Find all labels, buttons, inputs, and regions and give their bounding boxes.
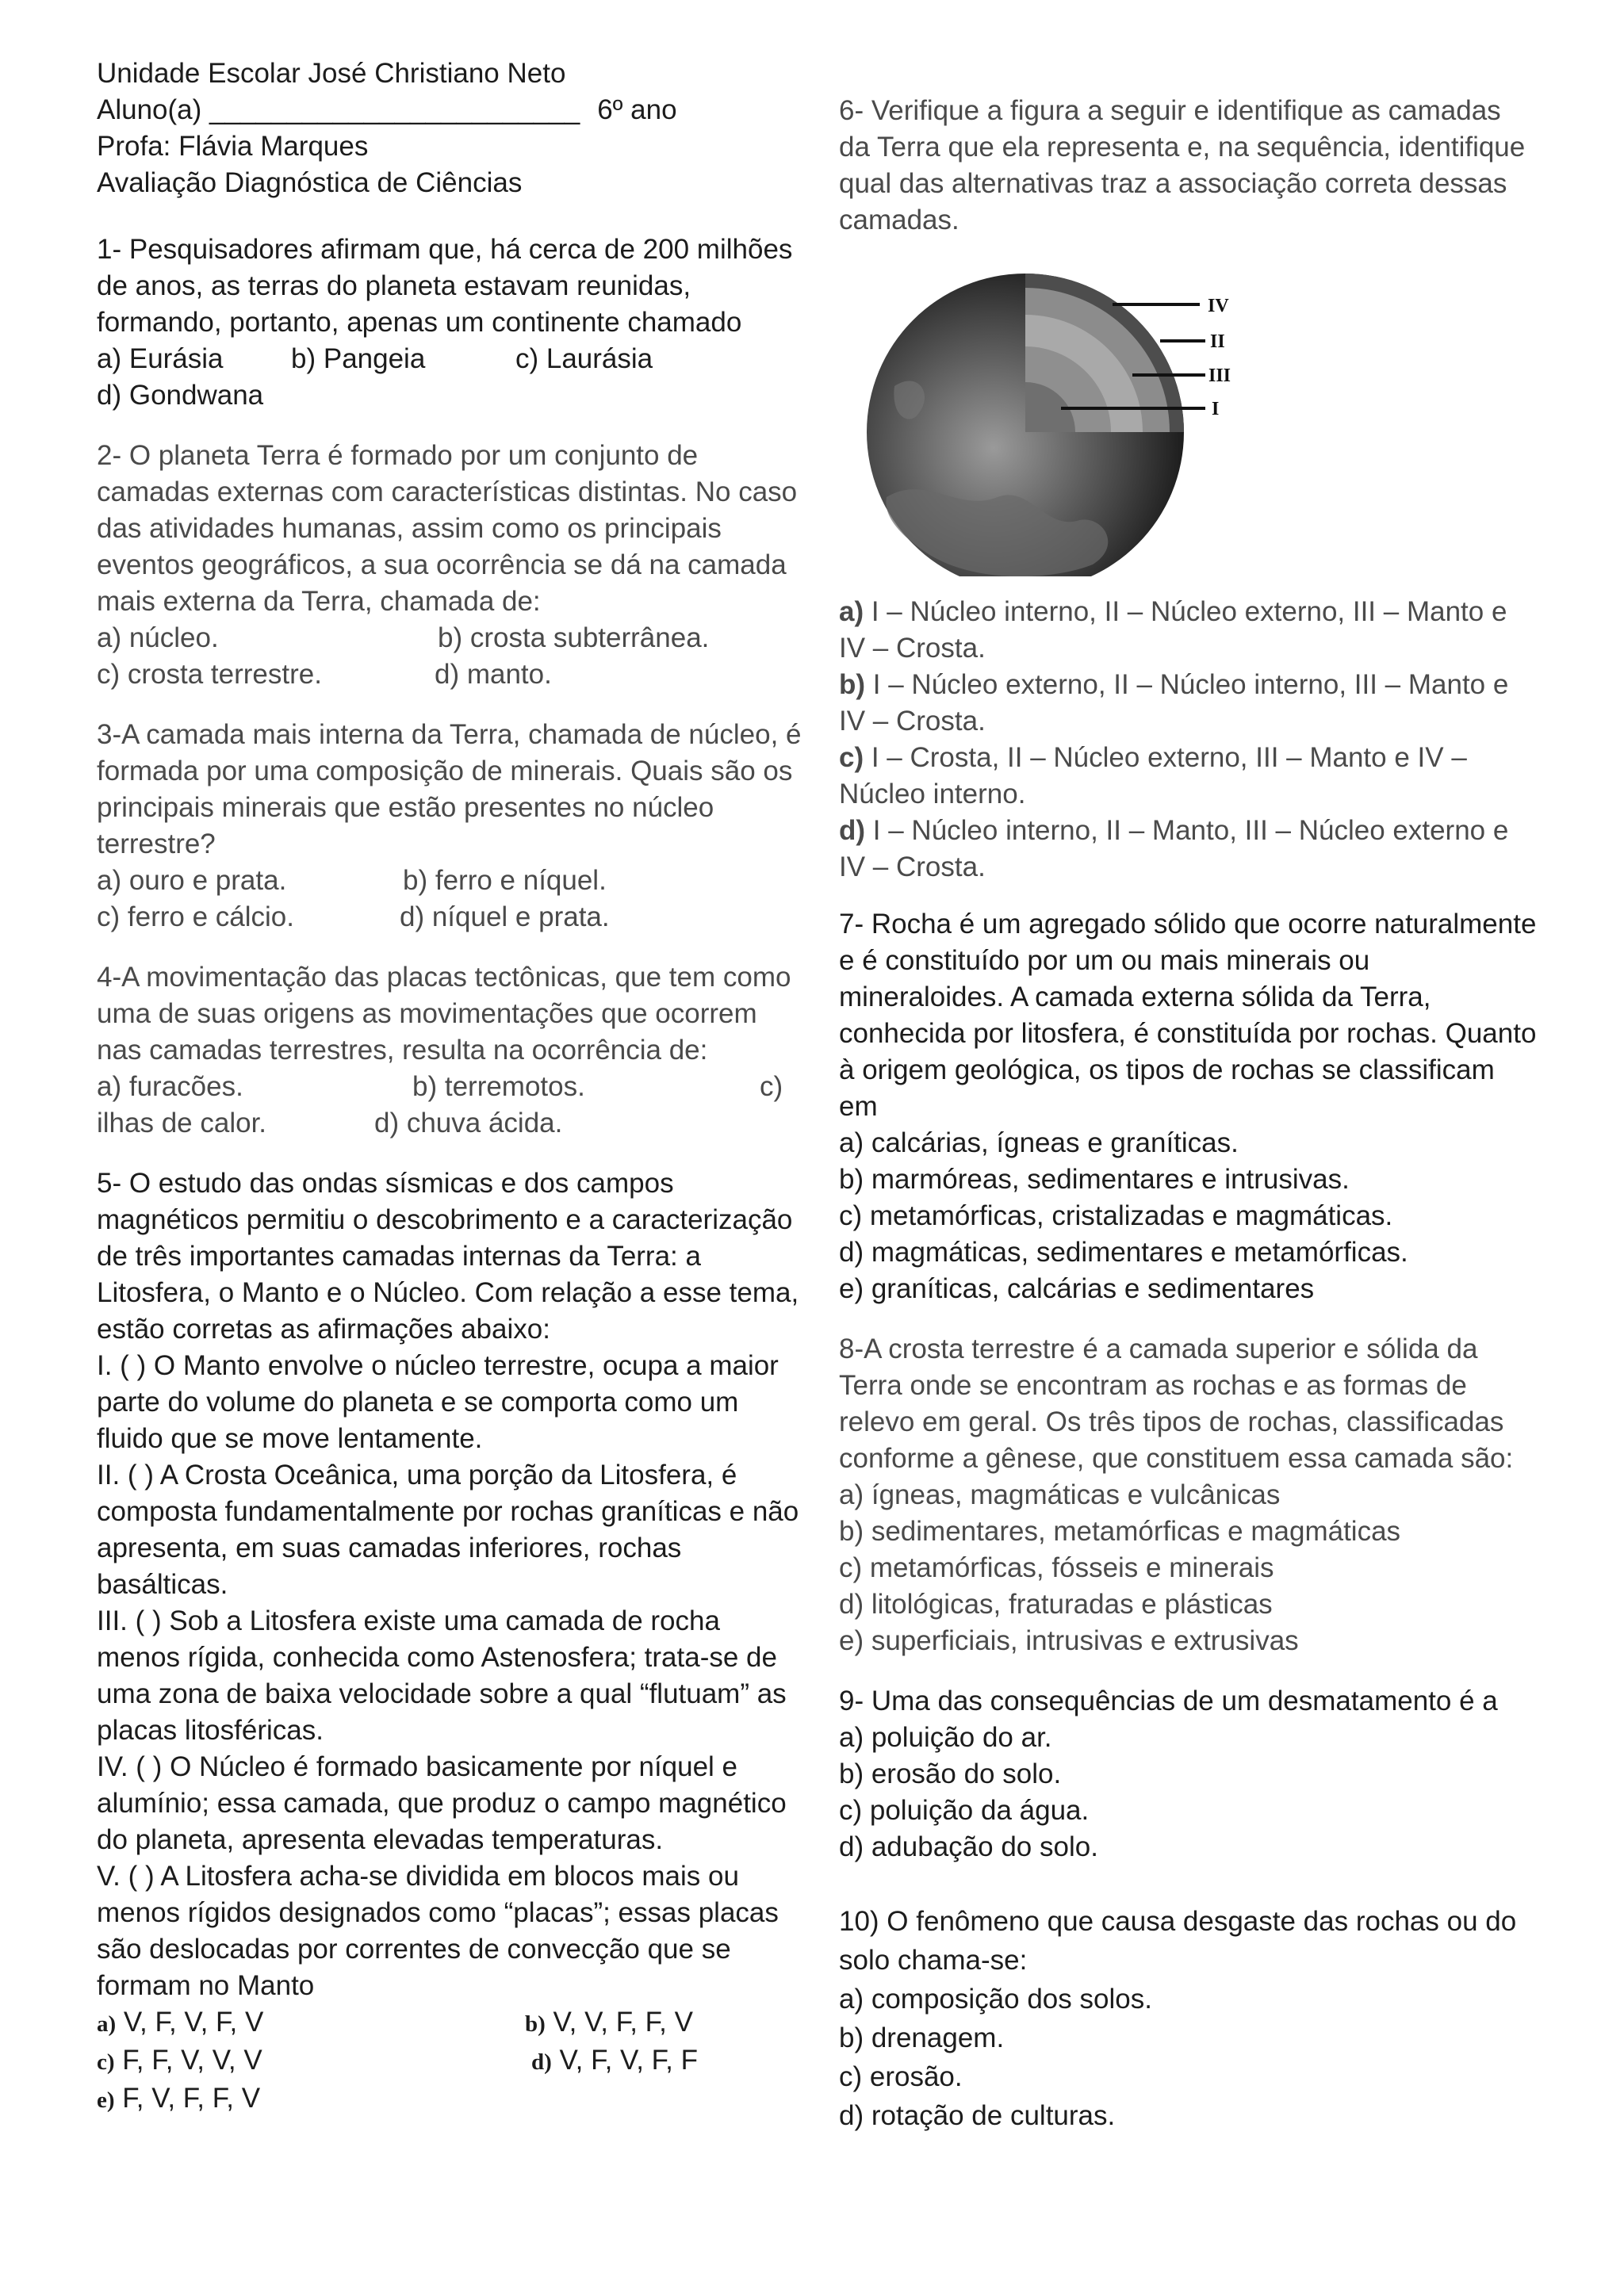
q4-option-b: b) terremotos. — [412, 1071, 585, 1102]
q2-text: 2- O planeta Terra é formado por um conjunto de camadas externas com características distintas. No caso das atividades humanas, assim como os principais eventos geográficos, a sua ocorrência se dá na camada mais externa da Terra, chamada de: — [97, 440, 798, 617]
question-3 — [97, 717, 802, 936]
q5-option-b-letter: b) — [525, 2011, 546, 2037]
q5-option-b-text: V, V, F, F, V — [553, 2007, 693, 2038]
layer-label-ii: II — [1210, 331, 1225, 352]
q2-option-d: d) manto. — [435, 659, 552, 690]
q4-option-c-cont: ilhas de calor. — [97, 1108, 267, 1138]
q6-option-b-text: I – Núcleo externo, II – Núcleo interno, III – Manto e IV – Crosta. — [839, 669, 1509, 737]
q3-options-row1 — [97, 863, 802, 899]
q8-option-b: b) sedimentares, metamórficas e magmáticas — [839, 1516, 1401, 1547]
q6-option-c — [839, 740, 1537, 813]
q9-option-d: d) adubação do solo. — [839, 1831, 1098, 1862]
q7-option-a: a) calcárias, ígneas e graníticas. — [839, 1127, 1239, 1158]
q8-option-c: c) metamórficas, fósseis e minerais — [839, 1552, 1274, 1583]
q6-option-d — [839, 813, 1537, 886]
q4-text: 4-A movimentação das placas tectônicas, que tem como uma de suas origens as movimentações que ocorrem nas camadas terrestres, resulta na ocorrência de: — [97, 962, 791, 1066]
q3-option-b: b) ferro e níquel. — [403, 865, 607, 896]
q5-option-e-text: F, V, F, F, V — [122, 2083, 261, 2114]
teacher-name: Profa: Flávia Marques — [97, 131, 369, 162]
q3-option-d: d) níquel e prata. — [400, 901, 610, 932]
question-2 — [97, 438, 802, 693]
q2-option-c: c) crosta terrestre. — [97, 659, 322, 690]
q6-option-a-letter: a) — [839, 596, 864, 627]
q2-option-a: a) núcleo. — [97, 622, 219, 653]
q8-option-d: d) litológicas, fraturadas e plásticas — [839, 1589, 1273, 1620]
student-line — [97, 92, 802, 128]
question-9 — [839, 1683, 1537, 1866]
layer-label-iii: III — [1208, 365, 1231, 386]
school-name: Unidade Escolar José Christiano Neto — [97, 58, 566, 89]
q5-option-b — [525, 2004, 693, 2042]
q6-option-a — [839, 594, 1537, 667]
q7-option-c: c) metamórficas, cristalizadas e magmáticas. — [839, 1200, 1393, 1231]
q1-option-d: d) Gondwana — [97, 380, 264, 411]
q10-text: 10) O fenômeno que causa desgaste das rochas ou do solo chama-se: — [839, 1906, 1517, 1976]
student-field: Aluno(a) ________________________ — [97, 94, 580, 125]
q5-option-d-text: V, F, V, F, F — [559, 2045, 698, 2076]
q1-option-b: b) Pangeia — [291, 343, 426, 374]
q5-option-e-letter: e) — [97, 2087, 115, 2113]
q5-option-d — [531, 2042, 698, 2080]
q5-option-c — [97, 2042, 531, 2080]
q10-option-d: d) rotação de culturas. — [839, 2100, 1116, 2131]
q7-option-e: e) graníticas, calcárias e sedimentares — [839, 1273, 1315, 1304]
q10-option-a: a) composição dos solos. — [839, 1984, 1152, 2015]
layer-label-iv: IV — [1208, 296, 1229, 316]
q7-option-d: d) magmáticas, sedimentares e metamórficas. — [839, 1237, 1408, 1268]
q6-option-c-text: I – Crosta, II – Núcleo externo, III – Manto e IV – Núcleo interno. — [839, 742, 1467, 809]
q8-option-a: a) ígneas, magmáticas e vulcânicas — [839, 1479, 1281, 1510]
q6-option-a-text: I – Núcleo interno, II – Núcleo externo, III – Manto e IV – Crosta. — [839, 596, 1507, 664]
q5-option-a — [97, 2004, 525, 2042]
q8-option-e: e) superficiais, intrusivas e extrusivas — [839, 1625, 1299, 1656]
q5-option-c-letter: c) — [97, 2049, 115, 2075]
q7-text: 7- Rocha é um agregado sólido que ocorre naturalmente e é constituído por um ou mais minerais ou mineraloides. A camada externa sólida da Terra, conhecida por litosfera, é constituída por rochas. Quanto à origem geológica, os tipos de rochas se classificam em — [839, 909, 1537, 1122]
q5-text: 5- O estudo das ondas sísmicas e dos campos magnéticos permitiu o descobrimento e a caracterização de três importantes camadas internas da Terra: a Litosfera, o Manto e o Núcleo. Com relação a esse tema, estão corretas as afirmações abaixo: — [97, 1168, 799, 1345]
q9-option-b: b) erosão do solo. — [839, 1758, 1062, 1789]
question-5 — [97, 1165, 802, 2118]
q2-option-b: b) crosta subterrânea. — [438, 622, 710, 653]
q6-option-b — [839, 667, 1537, 740]
q5-item-4: IV. ( ) O Núcleo é formado basicamente por níquel e alumínio; essa camada, que produz o campo magnético do planeta, apresenta elevadas temperaturas. — [97, 1751, 787, 1855]
q2-options-row2 — [97, 656, 802, 693]
q10-option-b: b) drenagem. — [839, 2022, 1005, 2053]
q4-option-d: d) chuva ácida. — [374, 1108, 563, 1138]
q2-options-row1 — [97, 620, 802, 656]
q5-item-3: III. ( ) Sob a Litosfera existe uma camada de rocha menos rígida, conhecida como Astenosfera; trata-se de uma zona de baixa velocidade sobre a qual “flutuam” as placas litosféricas. — [97, 1605, 787, 1746]
header — [97, 55, 802, 201]
q6-options — [839, 594, 1537, 886]
earth-layers-figure — [839, 259, 1521, 576]
q3-option-a: a) ouro e prata. — [97, 865, 287, 896]
q5-item-1: I. ( ) O Manto envolve o núcleo terrestre, ocupa a maior parte do volume do planeta e se comporta como um fluido que se move lentamente. — [97, 1350, 779, 1454]
question-6 — [839, 93, 1537, 886]
q3-options-row2 — [97, 899, 802, 936]
q9-option-c: c) poluição da água. — [839, 1795, 1090, 1826]
q6-option-b-letter: b) — [839, 669, 866, 700]
right-column — [839, 93, 1537, 2159]
q5-item-5: V. ( ) A Litosfera acha-se dividida em blocos mais ou menos rígidos designados como “placas”; essas placas são deslocadas por correntes de convecção que se formam no Manto — [97, 1861, 779, 2001]
q4-option-a: a) furacões. — [97, 1071, 243, 1102]
exam-title: Avaliação Diagnóstica de Ciências — [97, 167, 523, 198]
q5-option-c-text: F, F, V, V, V — [122, 2045, 262, 2076]
q5-item-2: II. ( ) A Crosta Oceânica, uma porção da Litosfera, é composta fundamentalmente por rochas graníticas e não apresenta, em suas camadas inferiores, rochas basálticas. — [97, 1460, 799, 1600]
question-8 — [839, 1331, 1537, 1659]
q8-text: 8-A crosta terrestre é a camada superior e sólida da Terra onde se encontram as rochas e as formas de relevo em geral. Os três tipos de rochas, classificadas conforme a gênese, que constituem essa camada são: — [839, 1334, 1514, 1474]
q6-option-c-letter: c) — [839, 742, 864, 773]
q10-option-c: c) erosão. — [839, 2061, 963, 2092]
left-column — [97, 55, 802, 2142]
question-1 — [97, 232, 802, 414]
q6-option-d-letter: d) — [839, 815, 866, 846]
q5-option-a-text: V, F, V, F, V — [123, 2007, 264, 2038]
earth-layers-diagram — [839, 259, 1521, 576]
q5-options-row1 — [97, 2004, 802, 2042]
q5-option-a-letter: a) — [97, 2011, 117, 2037]
q1-text: 1- Pesquisadores afirmam que, há cerca de 200 milhões de anos, as terras do planeta estavam reunidas, formando, portanto, apenas um continente chamado — [97, 234, 793, 338]
q5-options-row3 — [97, 2080, 802, 2118]
q1-option-c: c) Laurásia — [515, 343, 653, 374]
question-10 — [839, 1902, 1537, 2135]
q9-option-a: a) poluição do ar. — [839, 1722, 1052, 1753]
q5-option-d-letter: d) — [531, 2049, 552, 2075]
q6-text: 6- Verifique a figura a seguir e identifique as camadas da Terra que ela representa e, na sequência, identifique qual das alternativas traz a associação correta dessas camadas. — [839, 95, 1526, 235]
q7-option-b: b) marmóreas, sedimentares e intrusivas. — [839, 1164, 1350, 1195]
question-4 — [97, 959, 802, 1142]
question-7 — [839, 906, 1537, 1307]
q6-option-d-text: I – Núcleo interno, II – Manto, III – Núcleo externo e IV – Crosta. — [839, 815, 1509, 882]
q9-text: 9- Uma das consequências de um desmatamento é a — [839, 1686, 1498, 1716]
q1-option-a: a) Eurásia — [97, 343, 224, 374]
q3-option-c: c) ferro e cálcio. — [97, 901, 294, 932]
q4-option-c: c) — [760, 1071, 783, 1102]
q3-text: 3-A camada mais interna da Terra, chamada de núcleo, é formada por uma composição de minerais. Quais são os principais minerais que estão presentes no núcleo terrestre? — [97, 719, 802, 859]
q5-options-row2 — [97, 2042, 802, 2080]
q1-options-row — [97, 341, 802, 377]
q4-options-row1 — [97, 1069, 802, 1105]
q5-option-e — [97, 2080, 260, 2118]
q4-options-row2 — [97, 1105, 802, 1142]
layer-label-i: I — [1212, 399, 1220, 419]
grade: 6º ano — [597, 94, 677, 125]
